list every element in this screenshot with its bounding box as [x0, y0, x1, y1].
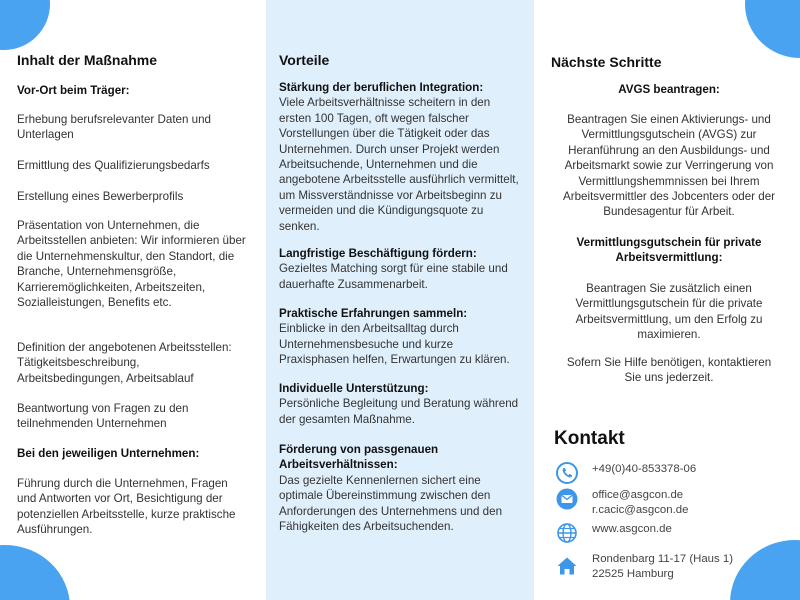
- benefit-heading: Förderung von passgenauen Arbeitsverhältnissen:: [279, 443, 439, 472]
- section-title: Inhalt der Maßnahme: [17, 52, 158, 68]
- list-item: Führung durch die Unternehmen, Fragen und Antworten vor Ort, Besichtigung der potenziellen Arbeitsstelle, kurze praktische Ausführungen.: [17, 477, 236, 537]
- benefit-heading: Langfristige Beschäftigung fördern:: [279, 247, 477, 260]
- subheading: Vor-Ort beim Träger:: [17, 84, 130, 97]
- address-street: Rondenbarg 11-17 (Haus 1): [592, 553, 733, 565]
- benefit-block: [279, 80, 521, 234]
- subheading: Bei den jeweiligen Unternehmen:: [17, 447, 200, 460]
- list-item: Erhebung berufsrelevanter Daten und Unterlagen: [17, 113, 212, 142]
- email-address[interactable]: office@asgcon.de: [592, 489, 684, 501]
- benefit-heading: Praktische Erfahrungen sammeln:: [279, 307, 468, 320]
- list-item: Erstellung eines Bewerberprofils: [17, 190, 184, 203]
- contact-phone[interactable]: [556, 462, 696, 484]
- list-item: Beantwortung von Fragen zu den teilnehmenden Unternehmen: [17, 402, 189, 431]
- contact-address: [556, 552, 733, 581]
- address-city: 22525 Hamburg: [592, 567, 674, 580]
- subheading: Vermittlungsgutschein für private Arbeitsvermittlung:: [576, 236, 762, 265]
- section-title: Nächste Schritte: [551, 54, 662, 70]
- contact-web[interactable]: [556, 522, 672, 544]
- contact-title: Kontakt: [554, 428, 625, 449]
- list-item: Präsentation von Unternehmen, die Arbeitsstellen anbieten: Wir informieren über die Unternehmenskultur, den Standort, die Branche, Unternehmensgröße, Karrieremöglichkeiten, Arbeitszeiten, Sozialleistungen, Benefits etc.: [17, 219, 246, 310]
- phone-number: +49(0)40-853378-06: [592, 463, 697, 475]
- subheading: AVGS beantragen:: [618, 83, 720, 96]
- benefit-block: [279, 246, 521, 292]
- panel-vorteile: [266, 0, 534, 600]
- email-address[interactable]: r.cacic@asgcon.de: [592, 503, 689, 516]
- home-icon: [556, 555, 578, 577]
- section-title: Vorteile: [279, 52, 330, 68]
- benefit-text: Gezieltes Matching sorgt für eine stabile und dauerhafte Zusammenarbeit.: [279, 262, 508, 291]
- list-item: Ermittlung des Qualifizierungsbedarfs: [17, 159, 210, 172]
- list-item: Definition der angebotenen Arbeitsstellen: Tätigkeitsbeschreibung, Arbeitsbedingungen, Arbeitsablauf: [17, 341, 232, 385]
- globe-icon: [556, 522, 578, 544]
- help-text: Sofern Sie Hilfe benötigen, kontaktieren Sie uns jederzeit.: [566, 356, 772, 385]
- website-link: www.asgcon.de: [592, 523, 672, 535]
- panel-naechste-schritte: [534, 0, 800, 600]
- step-text: Beantragen Sie zusätzlich einen Vermittlungsgutschein für die private Arbeitsvermittlung, um den Erfolg zu maximieren.: [575, 282, 763, 342]
- benefit-block: [279, 381, 521, 427]
- benefit-heading: Individuelle Unterstützung:: [279, 382, 429, 395]
- benefit-block: [279, 442, 521, 534]
- panel-inhalt: [0, 0, 266, 600]
- benefit-heading: Stärkung der beruflichen Integration:: [279, 81, 484, 94]
- benefit-text: Das gezielte Kennenlernen sichert eine optimale Übereinstimmung zwischen den Anforderungen des Unternehmens und den Fähigkeiten des Arbeitsuchenden.: [279, 473, 503, 534]
- phone-icon: [556, 462, 578, 484]
- benefit-text: Viele Arbeitsverhältnisse scheitern in den ersten 100 Tagen, oft wegen falscher Vorstellungen über die Tätigkeit oder das Unternehmen. Durch unser Projekt werden Arbeitsuchende, Unternehmen und die angebotene Arbeitsstelle ausführlich vermittelt, um Missverständnisse vor Arbeitsbeginn zu vermeiden und die Kündigungsquote zu senken.: [279, 96, 519, 233]
- step-text: Beantragen Sie einen Aktivierungs- und Vermittlungsgutschein (AVGS) zur Heranführung an den Ausbildungs- und Arbeitsmarkt sowie zur Verringerung von Vermittlungshemmnissen bei Ihrem Arbeitsvermittler des Jobcenters oder der Bundesagentur für Arbeit.: [563, 113, 775, 219]
- mail-icon: [556, 488, 578, 510]
- benefit-block: [279, 306, 521, 368]
- benefit-text: Persönliche Begleitung und Beratung während der gesamten Maßnahme.: [279, 397, 519, 426]
- contact-email[interactable]: [556, 488, 688, 517]
- benefit-text: Einblicke in den Arbeitsalltag durch Unternehmensbesuche und kurze Praxisphasen helfen, Erwartungen zu klären.: [279, 322, 510, 367]
